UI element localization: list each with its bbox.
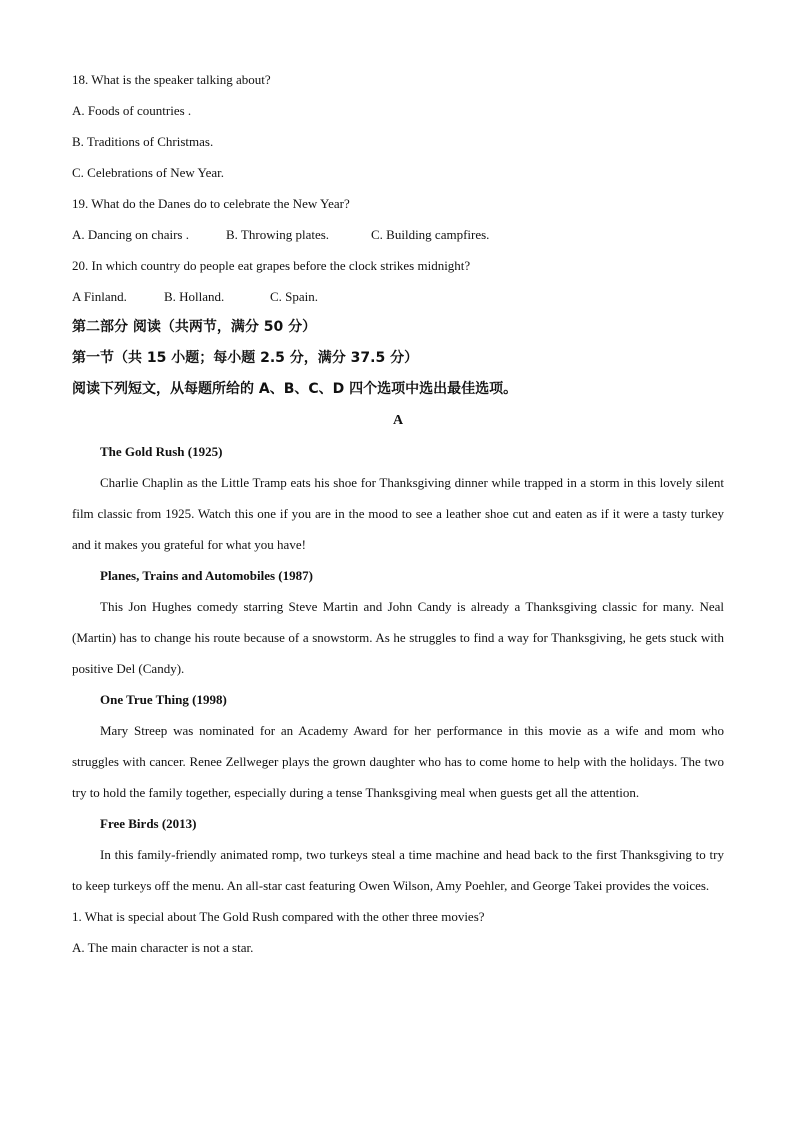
- movie-description: This Jon Hughes comedy starring Steve Martin and John Candy is already a Thanksgiving classic for many. Neal (Martin) has to change his route because of a snowstorm. As he struggles to find a way for Thanksgiving, he gets stuck with positive Del (Candy).: [72, 599, 724, 676]
- movie-description: In this family-friendly animated romp, two turkeys steal a time machine and head back to the first Thanksgiving to try to keep turkeys off the menu. An all-star cast featuring Owen Wilson, Amy Poehler, and George Takei provides the voices.: [72, 847, 724, 893]
- question-19-options: [72, 219, 724, 250]
- exam-page: [72, 64, 724, 963]
- question-19-stem: 19. What do the Danes do to celebrate the New Year?: [72, 196, 350, 211]
- section-one-heading: 第一节（共 15 小题；每小题 2.5 分，满分 37.5 分）: [72, 350, 419, 366]
- question-18-option-a: A. Foods of countries .: [72, 103, 192, 118]
- movie-description: Mary Streep was nominated for an Academy Award for her performance in this movie as a wife and mom who struggles with cancer. Renee Zellweger plays the grown daughter who has to come home to help with the holidays. The two try to hold the family together, especially during a tense Thanksgiving meal when guests get all the attention.: [72, 723, 724, 800]
- question-18-option-b: B. Traditions of Christmas.: [72, 134, 214, 149]
- question-19-option-b: B. Throwing plates.: [226, 227, 330, 242]
- question-18-stem: 18. What is the speaker talking about?: [72, 72, 271, 87]
- question-19-option-a: A. Dancing on chairs .: [72, 227, 189, 242]
- reading-instruction: 阅读下列短文，从每题所给的 A、B、C、D 四个选项中选出最佳选项。: [72, 381, 518, 397]
- movie-description: Charlie Chaplin as the Little Tramp eats his shoe for Thanksgiving dinner while trapped in a storm in this lovely silent film classic from 1925. Watch this one if you are in the mood to see a leather shoe cut and eaten as if it were a tasty turkey and it makes you grateful for what you have!: [72, 475, 724, 552]
- question-18-option-c: C. Celebrations of New Year.: [72, 165, 225, 180]
- movie-title: One True Thing (1998): [100, 692, 227, 707]
- question-20-option-a: A Finland.: [72, 289, 127, 304]
- part-two-heading: 第二部分 阅读（共两节，满分 50 分）: [72, 319, 317, 335]
- question-1-option-a: A. The main character is not a star.: [72, 940, 254, 955]
- question-20-options: [72, 281, 724, 312]
- question-1-stem: 1. What is special about The Gold Rush compared with the other three movies?: [72, 909, 485, 924]
- question-20-option-c: C. Spain.: [270, 289, 319, 304]
- question-20-option-b: B. Holland.: [164, 289, 225, 304]
- movie-title: Free Birds (2013): [100, 816, 197, 831]
- question-20-stem: 20. In which country do people eat grapes before the clock strikes midnight?: [72, 258, 471, 273]
- question-19-option-c: C. Building campfires.: [371, 227, 490, 242]
- movie-title: The Gold Rush (1925): [100, 444, 223, 459]
- movie-title: Planes, Trains and Automobiles (1987): [100, 568, 313, 583]
- passage-letter: A: [392, 413, 404, 428]
